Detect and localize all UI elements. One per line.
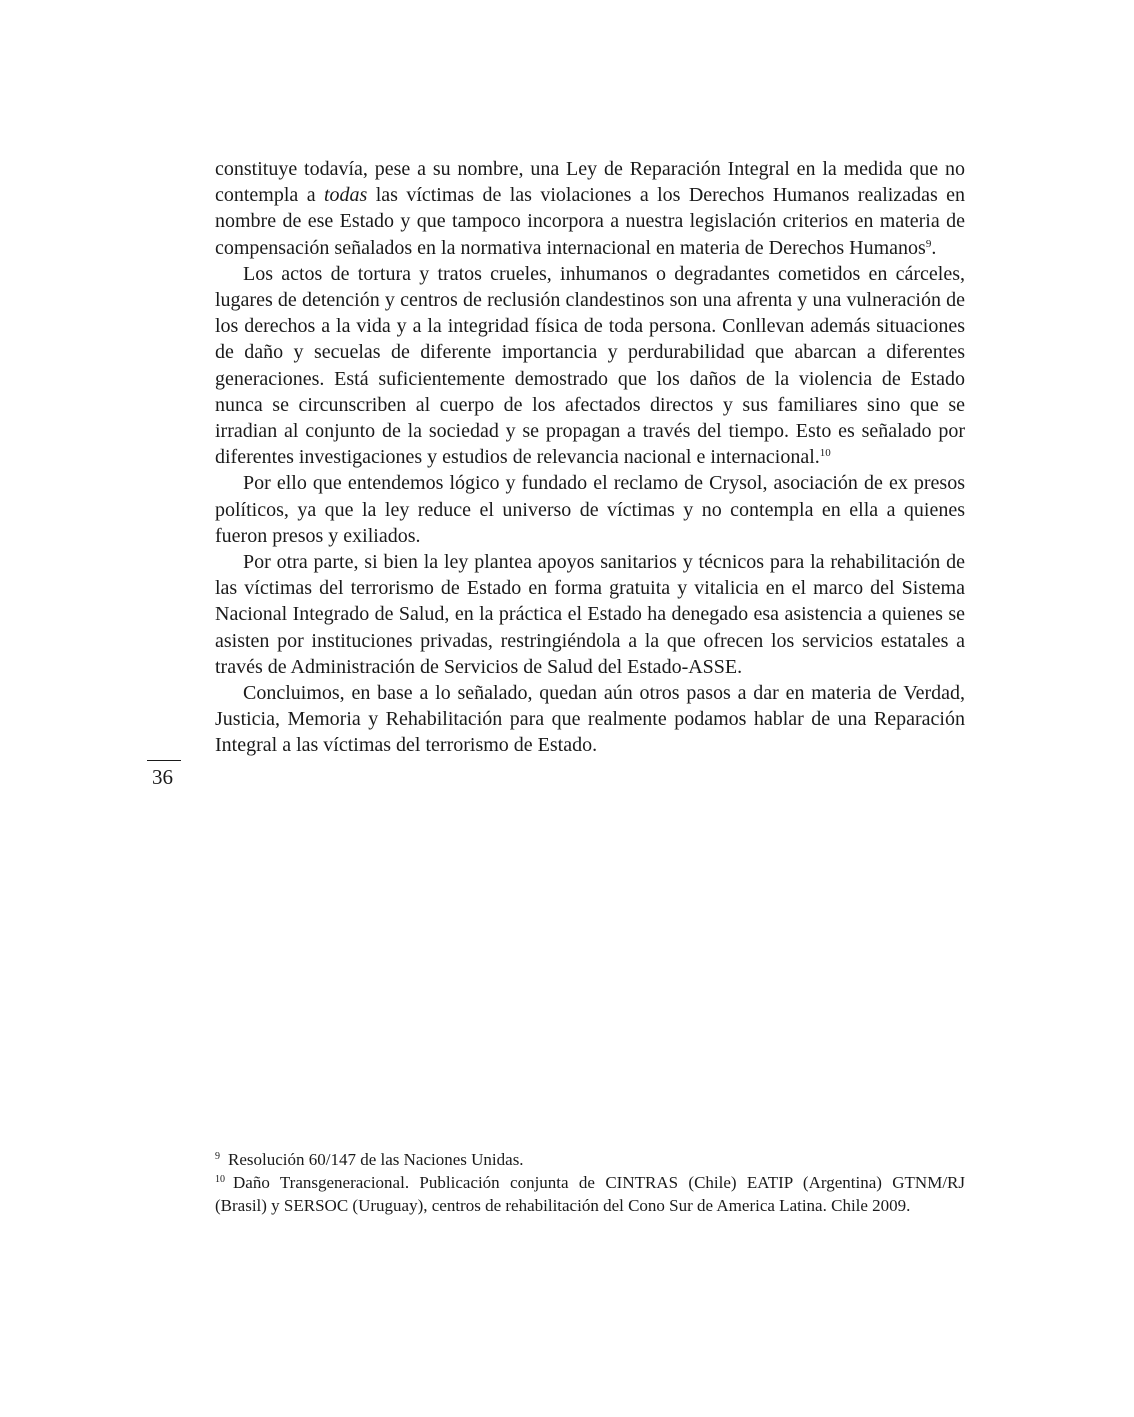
page-number: 36: [152, 765, 173, 789]
body-text: [215, 156, 965, 759]
emphasis-todas: todas: [323, 184, 368, 207]
paragraph-5: Concluimos, en base a lo señalado, quedan aún otros pasos a dar en materia de Verdad, Justicia, Memoria y Rehabilitación para que realmente podamos hablar de una Reparación Integral a las víctimas del terrorismo de Estado.: [215, 682, 965, 757]
footnote-10-mark: 10: [215, 1174, 225, 1185]
footnote-9-text: Resolución 60/147 de las Naciones Unidas.: [228, 1150, 524, 1169]
footnote-9-mark: 9: [215, 1151, 220, 1162]
paragraph-3: Por ello que entendemos lógico y fundado el reclamo de Crysol, asociación de ex presos políticos, ya que la ley reduce el universo de víctimas y no contempla en ella a quienes fueron presos y exiliados.: [215, 472, 965, 547]
footnote-9: [215, 1148, 965, 1171]
paragraph-1: [215, 156, 965, 261]
paragraph-4: Por otra parte, si bien la ley plantea apoyos sanitarios y técnicos para la rehabilitación de las víctimas del terrorismo de Estado en forma gratuita y vitalicia en el marco del Sistema Nacional Integrado de Salud, en la práctica el Estado ha denegado esa asistencia a quienes se asisten por instituciones privadas, restringiéndola a la que ofrecen los servicios estatales a través de Administración de Servicios de Salud del Estado-ASSE.: [215, 551, 965, 678]
paragraph-1-text-end: las víctimas de las violaciones a los Derechos Humanos realizadas en nombre de ese Estado y que tampoco incorpora a nuestra legislación criterios en materia de compensación señalados en la normativa internacional en materia de Derechos Humanos: [215, 184, 965, 259]
paragraph-2: [215, 261, 965, 471]
paragraph-2-text: Los actos de tortura y tratos crueles, inhumanos o degradantes cometidos en cárceles, lugares de detención y centros de reclusión clandestinos son una afrenta y una vulneración de los derechos a la vida y a la integridad física de toda persona. Conllevan además situaciones de daño y secuelas de diferente importancia y perdurabilidad que abarcan a diferentes generaciones. Está suficientemente demostrado que los daños de la violencia de Estado nunca se circunscriben al cuerpo de los afectados directos y sus familiares sino que se irradian al conjunto de la sociedad y se propagan a través del tiempo. Esto es señalado por diferentes investigaciones y estudios de relevancia nacional e internacional.: [215, 262, 965, 469]
footnote-ref-10[interactable]: 10: [819, 447, 831, 460]
footnote-10-text: Daño Transgeneracional. Publicación conjunta de CINTRAS (Chile) EATIP (Argentina) GTNM/RJ (Brasil) y SERSOC (Uruguay), centros de rehabilitación del Cono Sur de America Latina. Chile 2009.: [215, 1173, 965, 1215]
footnote-ref-9[interactable]: 9: [925, 237, 932, 250]
page-number-rule: [147, 760, 181, 761]
paragraph-1-text-start: constituye todavía, pese a su nombre, una Ley de Reparación Integral en la medida que no contempla a: [215, 158, 965, 207]
footnote-10: [215, 1171, 965, 1217]
footnotes: [215, 1148, 965, 1217]
paragraph-1-period: .: [931, 236, 937, 259]
